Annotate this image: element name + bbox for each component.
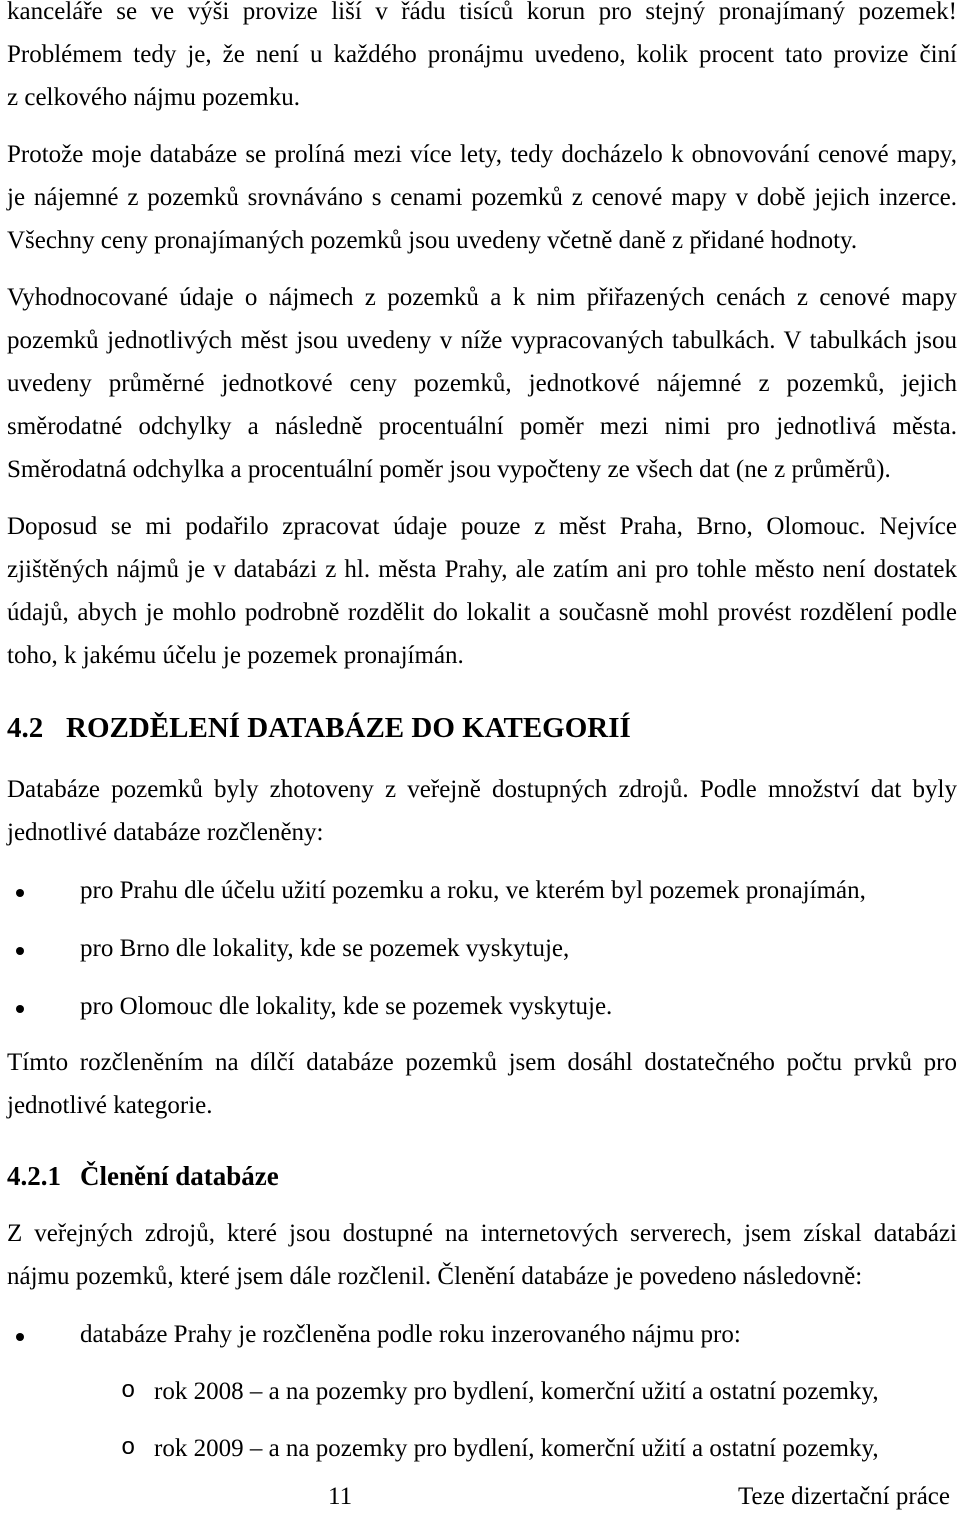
- text-line: jednotlivé kategorie.: [7, 1092, 213, 1119]
- bullet-icon: [16, 1333, 24, 1341]
- text-line: toho, k jakému účelu je pozemek pronajímán.: [7, 642, 464, 669]
- text-line: Problémem tedy je, že není u každého pronájmu uvedeno, kolik procent tato provize činí: [7, 41, 957, 68]
- section-heading: [7, 707, 957, 750]
- bullet-icon: [16, 1005, 24, 1013]
- text-line: Databáze pozemků byly zhotoveny z veřejně dostupných zdrojů. Podle množství dat byly: [7, 776, 957, 803]
- sub-list-item: [7, 1370, 957, 1413]
- text-line: nájmu pozemků, které jsem dále rozčlenil. Členění databáze je povedeno následovně:: [7, 1263, 863, 1290]
- text-line: Z veřejných zdrojů, které jsou dostupné na internetových serverech, jsem získal databázi: [7, 1220, 957, 1247]
- subsection-title: Členění databáze: [80, 1161, 279, 1191]
- sub-list-item: [7, 1427, 957, 1470]
- subsection-number: 4.2.1: [7, 1161, 61, 1191]
- sub-bullet-marker: o: [121, 1378, 136, 1405]
- section-title: ROZDĚLENÍ DATABÁZE DO KATEGORIÍ: [66, 712, 631, 744]
- text-line: Směrodatná odchylka a procentuální poměr jsou vypočteny ze všech dat (ne z průměrů).: [7, 456, 891, 483]
- paragraph: [7, 133, 957, 262]
- sub-list-item-text: rok 2009 – a na pozemky pro bydlení, komerční užití a ostatní pozemky,: [154, 1435, 879, 1462]
- text-line: Vyhodnocované údaje o nájmech z pozemků a k nim přiřazených cenách z cenové mapy: [7, 284, 957, 311]
- text-line: Všechny ceny pronajímaných pozemků jsou uvedeny včetně daně z přidané hodnoty.: [7, 227, 858, 254]
- bullet-icon: [16, 889, 24, 897]
- text-line: směrodatné odchylky a následně procentuální poměr mezi nimi pro jednotlivá města.: [7, 413, 957, 440]
- list-item-text: databáze Prahy je rozčleněna podle roku inzerovaného nájmu pro:: [80, 1321, 741, 1348]
- bullet-icon: [16, 947, 24, 955]
- text-line: z celkového nájmu pozemku.: [7, 84, 300, 111]
- list-item-text: pro Prahu dle účelu užití pozemku a roku, ve kterém byl pozemek pronajímán,: [80, 877, 866, 904]
- list-item-text: pro Brno dle lokality, kde se pozemek vyskytuje,: [80, 935, 570, 962]
- section-number: 4.2: [7, 712, 44, 744]
- text-line: kanceláře se ve výši provize liší v řádu tisíců korun pro stejný pronajímaný pozemek!: [7, 0, 957, 25]
- page-number: 11: [328, 1483, 353, 1510]
- list-item: [7, 985, 957, 1028]
- text-line: Doposud se mi podařilo zpracovat údaje pouze z měst Praha, Brno, Olomouc. Nejvíce: [7, 513, 957, 540]
- text-line: zjištěných nájmů je v databázi z hl. města Prahy, ale zatím ani pro tohle město není dostatek: [7, 556, 957, 583]
- text-line: uvedeny průměrné jednotkové ceny pozemků, jednotkové nájemné z pozemků, jejich: [7, 370, 957, 397]
- sub-list-item-text: rok 2008 – a na pozemky pro bydlení, komerční užití a ostatní pozemky,: [154, 1378, 879, 1405]
- text-line: Tímto rozčleněním na dílčí databáze pozemků jsem dosáhl dostatečného počtu prvků pro: [7, 1049, 957, 1076]
- paragraph: [7, 768, 957, 854]
- sub-bullet-marker: o: [121, 1435, 136, 1462]
- paragraph: [7, 1041, 957, 1127]
- list-item: [7, 1313, 957, 1356]
- paragraph: [7, 0, 957, 119]
- list-item: [7, 869, 957, 912]
- paragraph: [7, 1212, 957, 1298]
- text-line: Protože moje databáze se prolíná mezi více lety, tedy docházelo k obnovování cenové mapy,: [7, 141, 957, 168]
- list-item-text: pro Olomouc dle lokality, kde se pozemek vyskytuje.: [80, 993, 613, 1020]
- paragraph: [7, 276, 957, 491]
- list-item: [7, 927, 957, 970]
- paragraph: [7, 505, 957, 677]
- page-footer: [0, 1482, 960, 1512]
- text-line: pozemků jednotlivých měst jsou uvedeny v níže vypracovaných tabulkách. V tabulkách jsou: [7, 327, 957, 354]
- footer-document-title: Teze dizertační práce: [738, 1483, 950, 1510]
- text-line: jednotlivé databáze rozčleněny:: [7, 819, 324, 846]
- text-line: údajů, abych je mohlo podrobně rozdělit do lokalit a současně mohl provést rozdělení podle: [7, 599, 957, 626]
- subsection-heading: [7, 1155, 957, 1198]
- text-line: je nájemné z pozemků srovnáváno s cenami pozemků z cenové mapy v době jejich inzerce.: [7, 184, 957, 211]
